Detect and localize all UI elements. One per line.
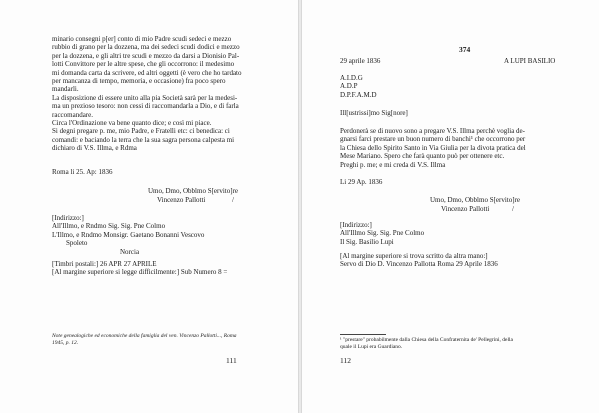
text-line: Circa l'Ordinazione va bene quanto dice; e così mi piace. [52,119,212,128]
text-line: ma un prezioso tesoro: non cessi di raccomandarla a Dio, e di farla [52,102,239,111]
closing-line: Umo, Dmo, Obblmo S[ervito]re [430,196,521,204]
footnote-line: Note genealogiche ed economiche della famiglia del ven. Vincenzo Pallotti..., Roma [52,333,237,339]
margin-note [340,252,498,269]
text-line: mi domanda carta da scrivere, ed altri oggetti (è vero che ho tardato [52,68,242,77]
text-line: Si degni pregare p. me, mio Padre, e Fratelli etc: ci benedica: ci [52,127,230,136]
salutation: Ill[ustrissi]mo Sig[nore] [340,109,408,117]
closing-mark: / [232,196,234,204]
left-page [0,0,298,413]
text-line: Mese Mariano. Spero che farà quanto può per ottenere etc. [340,152,505,161]
margin-line: [Al margine superiore si trova scritto da altra mano:] [340,252,488,260]
margin-line: Servo di Dio D. Vincenzo Pallotta Roma 29 Aprile 1836 [340,260,498,269]
footnote [52,333,237,347]
text-line: La disposizione di essere unito alla pia Società sarà per la medesi- [52,93,238,102]
letter-body-right [340,127,526,169]
letter-body-left [52,35,242,153]
footnote-line: quale il Lupi era Guardiano. [340,344,403,350]
text-line: per la dozzena, e gli altri tre scudi e mezzo da darsi a Dionisio Pal- [52,51,240,60]
stamp-line: [Timbri postali:] 26 APR 27 APRILE [52,260,157,268]
text-line: minario consegni p[er] conto di mio Padre scudi sedeci e mezzo [52,35,232,43]
text-line: dichiaro di V.S. Illma, e Rdma [52,144,137,153]
address-line: L'Illmo, e Rndmo Monsigr. Gaetano Bonanni Vescovo [52,230,205,239]
address-line: [Indirizzo:] [52,214,84,222]
address-line: Norcia [120,247,140,256]
motto-line: D.P.F.A.M.D [340,90,377,99]
letter-number: 374 [459,45,471,54]
text-line: raccomandare. [52,110,93,119]
text-line: gnarsi farci prestare un buon numero di banchi¹ che occorrono per [340,135,526,144]
stamp-line: [Al margine superiore si legge difficilmente:] Sub Numero 8 = [52,268,228,277]
signature: Vincenzo Pallotti [157,196,206,204]
text-line: rubbio di grano per la dozzena, ma dei sedeci scudi dodici e mezzo [52,43,240,52]
page-number: 111 [226,356,237,365]
postal-stamps [52,260,227,277]
address-line: Spoleto [66,239,88,248]
right-page [302,0,599,413]
letter-date: 29 aprile 1836 [340,57,381,65]
text-line: per mancanza di tempo, memoria, e occasione) fra poco spero [52,77,226,86]
footnote-line: ¹ "prestare" probabilmente dalla Chiesa della Confraternita de' Pellegrini, della [340,337,513,343]
address-block [340,221,424,246]
footnote-rule [340,334,386,335]
date-line: Roma li 25. Ap: 1836 [52,168,113,176]
text-line: lotti Convittore per le altre spese, che gli occorrono: il medesimo [52,60,235,69]
address-line: All'Illmo, e Rndmo Sig. Sig. Pne Colmo [52,222,166,231]
address-line: [Indirizzo:] [340,221,372,229]
address-line: All'Illmo Sig. Sig. Pne Colmo [340,229,425,238]
signature: Vincenzo Pallotti [441,205,490,213]
motto-line: A.I.D.G [340,74,363,82]
footnote [340,337,513,351]
motto-block [340,74,377,99]
text-line: la Chiesa dello Spirito Santo in Via Giulia per la divota pratica del [340,143,526,152]
date-line: Li 29 Ap. 1836 [340,178,383,186]
text-line: comandi: e baciando la terra che la sua sagra persona calpesta mi [52,135,235,144]
footnote-line: 1945, p. 12. [52,340,79,346]
address-block [52,214,204,256]
text-line: Perdonerà se di nuovo sono a pregare V.S. Illma perchè voglia de- [340,127,525,135]
text-line: Preghi p. me; e mi creda di V.S. Illma [340,160,446,169]
address-line: Il Sig. Basilio Lupi [340,237,394,246]
text-line: mandarli. [52,85,79,94]
closing-mark: / [512,205,514,213]
letter-recipient: A LUPI BASILIO [504,57,556,65]
closing-line: Umo, Dmo, Obblmo S[ervito]re [148,187,239,195]
page-number: 112 [340,356,351,365]
motto-line: A.D.P [340,82,358,91]
